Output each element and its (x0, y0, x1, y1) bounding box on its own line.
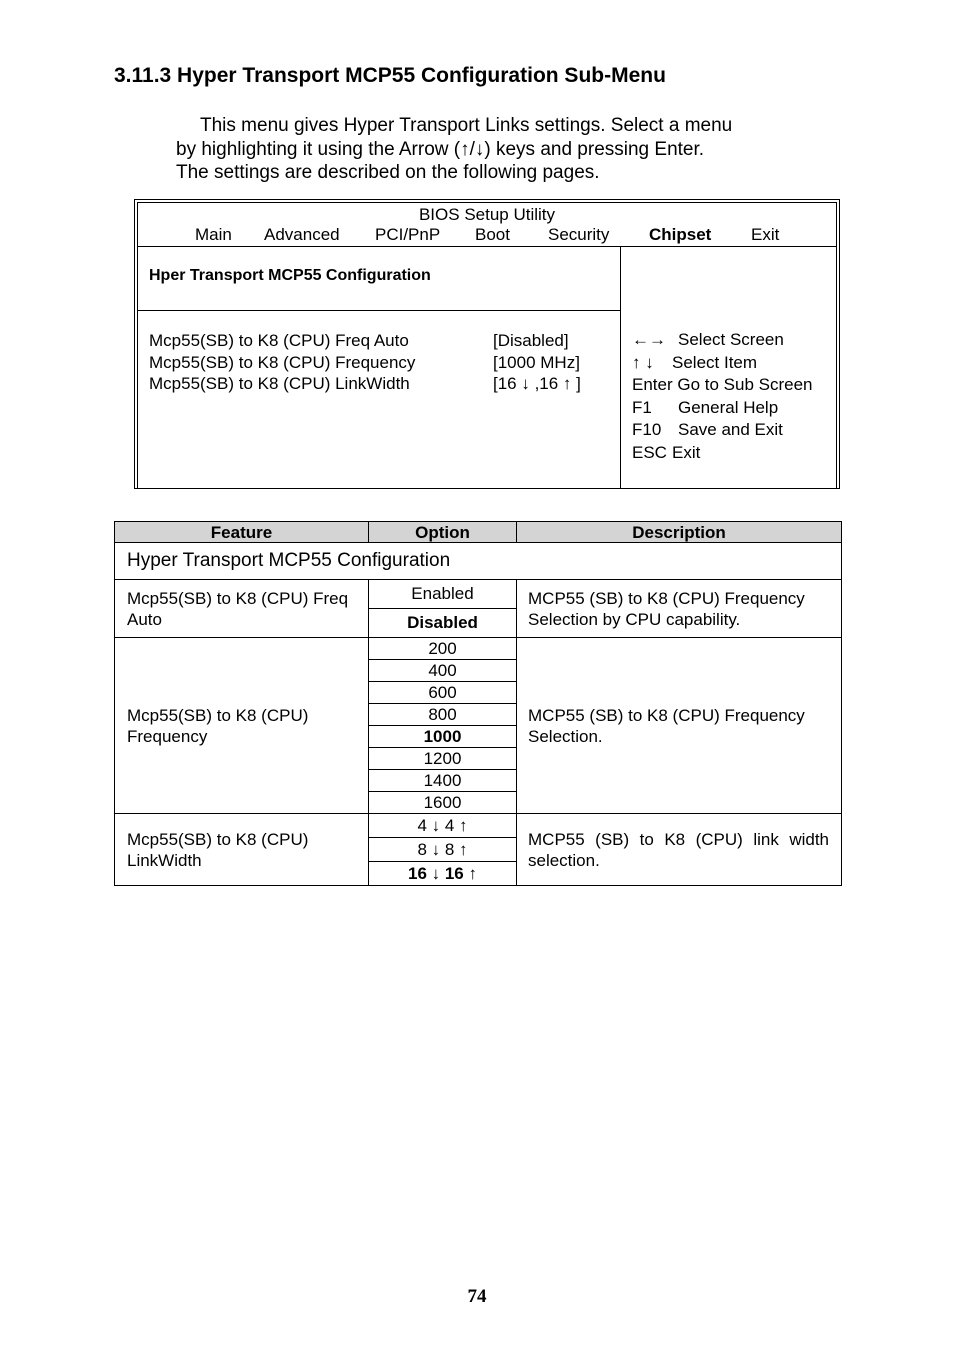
bios-menu-pcipnp[interactable]: PCI/PnP (375, 225, 441, 244)
table-row (115, 580, 842, 609)
bios-item-labels (149, 330, 415, 395)
help-line (632, 352, 813, 375)
intro-line: This menu gives Hyper Transport Links settings. Select a menu (200, 115, 733, 136)
option-cell: 400 (369, 660, 517, 682)
bios-value-linkwidth[interactable]: [16 ↓ ,16 ↑ ] (493, 374, 581, 393)
table-section-title: Hyper Transport MCP55 Configuration (115, 543, 842, 580)
bios-menu-advanced[interactable]: Advanced (264, 225, 340, 244)
help-text: Save and Exit (678, 420, 783, 439)
feature-cell: Mcp55(SB) to K8 (CPU) Frequency (115, 638, 369, 814)
feature-cell: Mcp55(SB) to K8 (CPU) Freq Auto (115, 580, 369, 638)
header-option: Option (369, 522, 517, 543)
option-cell: 8 ↓ 8 ↑ (369, 838, 517, 862)
bios-help-panel (632, 329, 813, 464)
bios-menu-security[interactable]: Security (548, 225, 610, 244)
header-feature: Feature (115, 522, 369, 543)
description-cell: MCP55 (SB) to K8 (CPU) Frequency Selection by CPU capability. (517, 580, 842, 638)
bios-frame (137, 202, 837, 488)
bios-title: BIOS Setup Utility (418, 205, 556, 224)
bios-item-frequency[interactable]: Mcp55(SB) to K8 (CPU) Frequency (149, 352, 416, 372)
help-text: Select Screen (678, 330, 784, 349)
help-text: General Help (678, 397, 779, 417)
help-key: Enter (632, 375, 673, 394)
help-text: Select Item (672, 352, 758, 372)
help-key: ↑ ↓ (632, 352, 654, 372)
bios-menu-chipset[interactable]: Chipset (649, 225, 712, 244)
bios-value-freq-auto[interactable]: [Disabled] (493, 331, 569, 350)
header-description: Description (517, 522, 842, 543)
bios-divider (620, 246, 621, 488)
option-cell-default: 16 ↓ 16 ↑ (369, 862, 517, 886)
help-line (632, 374, 813, 397)
option-cell: 1600 (369, 792, 517, 814)
intro-line: The settings are described on the following pages. (176, 162, 600, 183)
help-text: Exit (672, 442, 701, 462)
bios-menu-boot[interactable]: Boot (475, 225, 510, 244)
option-cell: 800 (369, 704, 517, 726)
bios-value-frequency[interactable]: [1000 MHz] (493, 352, 580, 372)
table-header-row (115, 522, 842, 543)
bios-item-linkwidth[interactable]: Mcp55(SB) to K8 (CPU) LinkWidth (149, 374, 410, 393)
option-cell: 4 ↓ 4 ↑ (369, 814, 517, 838)
intro-line: by highlighting it using the Arrow (↑/↓) keys and pressing Enter. (176, 138, 705, 160)
help-text: Go to Sub Screen (677, 375, 813, 394)
table-section-row (115, 543, 842, 580)
description-cell: MCP55 (SB) to K8 (CPU) Frequency Selection. (517, 638, 842, 814)
bios-divider (138, 246, 836, 247)
bios-divider (138, 310, 620, 311)
option-cell: Enabled (369, 580, 517, 609)
help-key: F10 (632, 420, 662, 439)
table-row (115, 638, 842, 660)
option-cell: 1200 (369, 748, 517, 770)
description-cell: MCP55 (SB) to K8 (CPU) link width selection. (517, 814, 842, 886)
help-key: ←→ (632, 330, 666, 349)
feature-table (114, 521, 842, 886)
bios-screen (134, 199, 840, 489)
option-cell-default: 1000 (369, 726, 517, 748)
help-key: ESC (632, 442, 667, 462)
intro-paragraph (176, 114, 816, 185)
option-cell: 1400 (369, 770, 517, 792)
help-line (632, 419, 813, 442)
bios-menu-exit[interactable]: Exit (751, 225, 780, 244)
option-cell-default: Disabled (369, 609, 517, 638)
bios-item-freq-auto[interactable]: Mcp55(SB) to K8 (CPU) Freq Auto (149, 331, 409, 350)
option-cell: 600 (369, 682, 517, 704)
bios-menu-main[interactable]: Main (195, 225, 232, 244)
feature-cell: Mcp55(SB) to K8 (CPU) LinkWidth (115, 814, 369, 886)
bios-subtitle: Hper Transport MCP55 Configuration (149, 267, 431, 284)
help-line (632, 397, 813, 420)
help-key: F1 (632, 397, 652, 417)
bios-item-values (493, 330, 581, 395)
help-line (632, 329, 813, 352)
table-row (115, 814, 842, 838)
section-heading: 3.11.3 Hyper Transport MCP55 Configuration Sub-Menu (114, 64, 666, 87)
option-cell: 200 (369, 638, 517, 660)
page-number: 74 (467, 1286, 487, 1307)
help-line (632, 442, 813, 465)
